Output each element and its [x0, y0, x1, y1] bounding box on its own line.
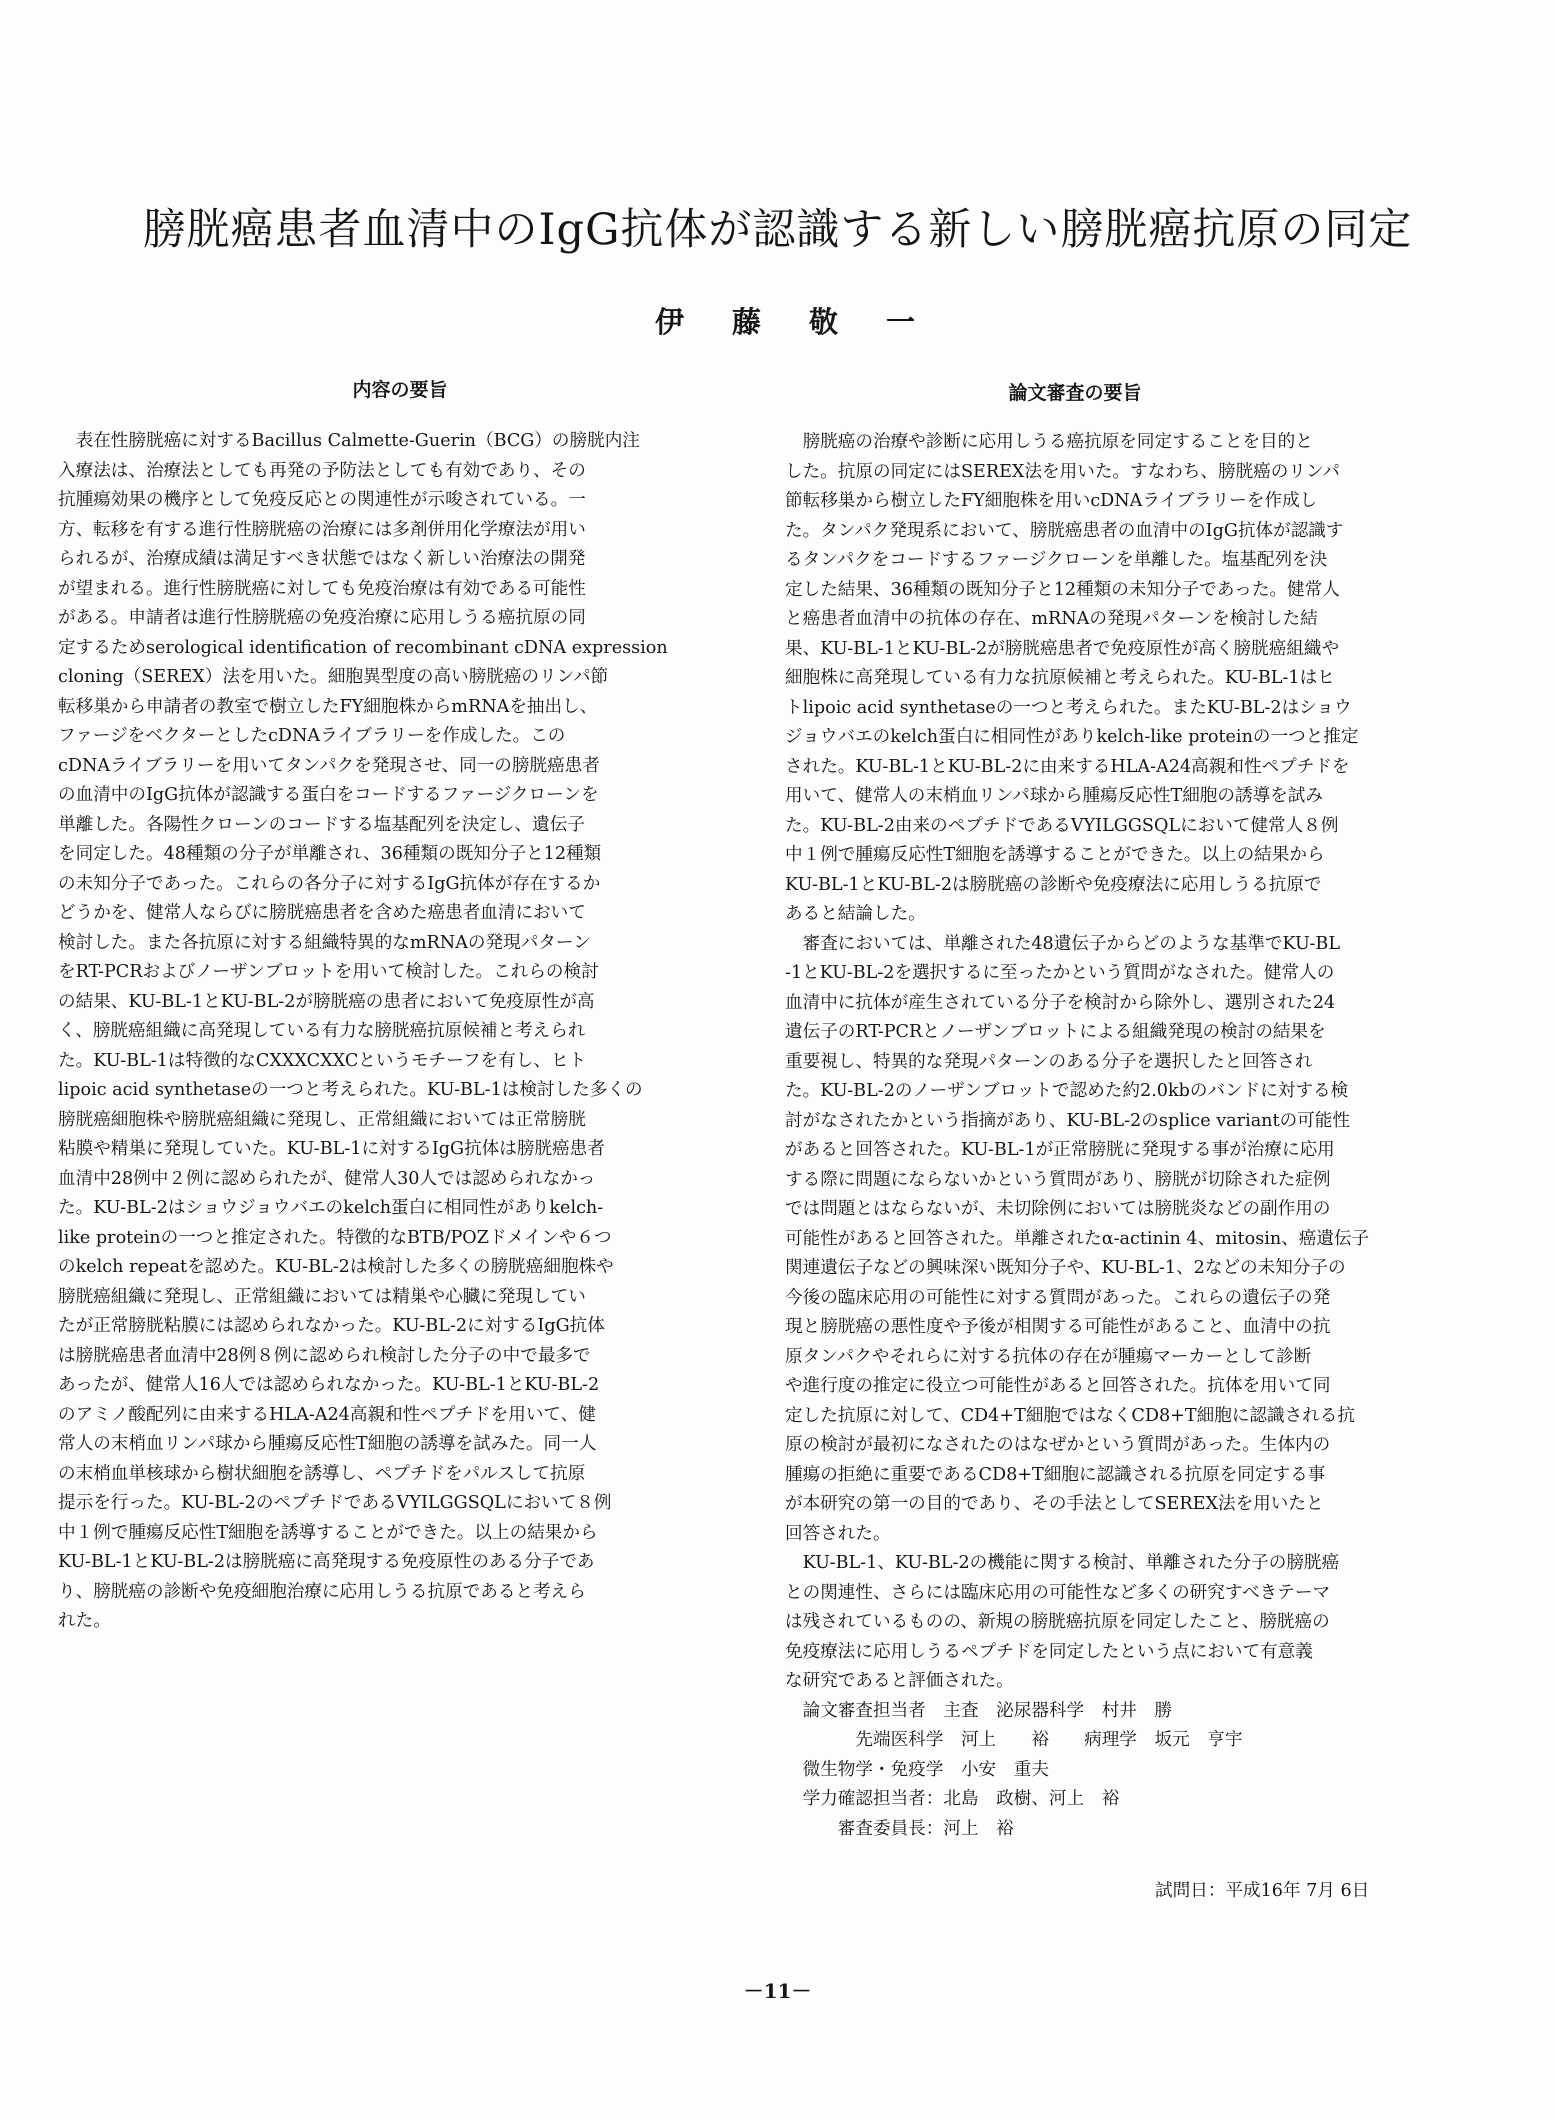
author-char: 藤: [731, 305, 761, 339]
text-line: 方、転移を有する進行性膀胱癌の治療には多剤併用化学療法が用い: [58, 519, 586, 540]
text-line: 先端医科学 河上 裕 病理学 坂元 亨宇: [785, 1730, 1243, 1750]
text-line: は残されているものの、新規の膀胱癌抗原を同定したこと、膀胱癌の: [785, 1612, 1330, 1632]
text-line: 用いて、健常人の末梢血リンパ球から腫瘍反応性T細胞の誘導を試み: [785, 786, 1323, 806]
text-line: トlipoic acid synthetaseの一つと考えられた。またKU-BL-2はショウ: [785, 697, 1352, 718]
text-line: 回答された。: [785, 1523, 891, 1544]
text-line: 血清中に抗体が産生されている分子を検討から除外し、選別された24: [785, 992, 1336, 1013]
text-line: like proteinの一つと推定された。特徴的なBTB/POZドメインや６つ: [58, 1227, 612, 1248]
text-line: た。タンパク発現系において、膀胱癌患者の血清中のIgG抗体が認識す: [785, 520, 1344, 541]
text-line: 審査委員長：河上 裕: [785, 1818, 1014, 1839]
text-line: 膀胱癌の治療や診断に応用しうる癌抗原を同定することを目的と: [785, 432, 1313, 452]
text-line: 微生物学・免疫学 小安 重夫: [785, 1759, 1049, 1780]
text-line: 現と膀胱癌の悪性度や予後が相関する可能性があること、血清中の抗: [785, 1317, 1331, 1337]
text-line: るタンパクをコードするファージクローンを単離した。塩基配列を決: [785, 550, 1328, 570]
exam-date: 試問日：平成16年 7月 6日: [1155, 1881, 1370, 1901]
text-line: 転移巣から申請者の教室で樹立したFY細胞株からmRNAを抽出し、: [58, 696, 598, 717]
page-number: －11－: [743, 1979, 812, 2003]
text-line: あると結論した。: [785, 904, 926, 924]
text-line: を同定した。48種類の分子が単離され、36種類の既知分子と12種類: [58, 844, 602, 864]
text-line: たが正常膀胱粘膜には認められなかった。KU-BL-2に対するIgG抗体: [58, 1316, 605, 1336]
text-line: 定した結果、36種類の既知分子と12種類の未知分子であった。健常人: [785, 579, 1340, 600]
text-line: 原の検討が最初になされたのはなぜかという質問があった。生体内の: [785, 1435, 1331, 1455]
text-line: れた。: [58, 1611, 111, 1631]
paper-title: 膀胱癌患者血清中のIgG抗体が認識する新しい膀胱癌抗原の同定: [142, 205, 1413, 255]
summary-column: [58, 427, 668, 1637]
text-line: された。KU-BL-1とKU-BL-2に由来するHLA-A24高親和性ペプチドを: [785, 756, 1350, 777]
text-line: 可能性があると回答された。単離されたα-actinin 4、mitosin、癌遺伝子: [785, 1228, 1370, 1249]
text-line: ジョウバエのkelch蛋白に相同性がありkelch-like proteinの一つと推定: [785, 727, 1359, 747]
text-line: な研究であると評価された。: [785, 1671, 1014, 1691]
text-line: 定した抗原に対して、CD4+T細胞ではなくCD8+T細胞に認識される抗: [785, 1405, 1355, 1426]
text-line: 免疫療法に応用しうるペプチドを同定したという点において有意義: [785, 1641, 1313, 1662]
text-line: のアミノ酸配列に由来するHLA-A24高親和性ペプチドを用いて、健: [58, 1404, 596, 1425]
text-line: 重要視し、特異的な発現パターンのある分子を選択したと回答され: [785, 1051, 1313, 1072]
text-line: 表在性膀胱癌に対するBacillus Calmette-Guerin（BCG）の膀胱内注: [58, 431, 640, 451]
text-line: 単離した。各陽性クローンのコードする塩基配列を決定し、遺伝子: [58, 814, 585, 835]
text-line: た。KU-BL-2のノーザンブロットで認めた約2.0kbのバンドに対する検: [785, 1081, 1349, 1101]
text-line: があると回答された。KU-BL-1が正常膀胱に発現する事が治療に応用: [785, 1140, 1335, 1160]
text-line: 今後の臨床応用の可能性に対する質問があった。これらの遺伝子の発: [785, 1287, 1331, 1308]
text-line: 検討した。また各抗原に対する組織特異的なmRNAの発現パターン: [58, 932, 591, 953]
author-name: [655, 302, 915, 342]
text-line: が望まれる。進行性膀胱癌に対しても免疫治療は有効である可能性: [58, 578, 586, 599]
text-line: した。抗原の同定にはSEREX法を用いた。すなわち、膀胱癌のリンパ: [785, 461, 1340, 482]
text-line: 常人の末梢血リンパ球から腫瘍反応性T細胞の誘導を試みた。同一人: [58, 1434, 597, 1454]
text-line: cloning（SEREX）法を用いた。細胞異型度の高い膀胱癌のリンパ節: [58, 667, 609, 687]
text-line: どうかを、健常人ならびに膀胱癌患者を含めた癌患者血清において: [58, 903, 586, 923]
text-line: や進行度の推定に役立つ可能性があると回答された。抗体を用いて同: [785, 1376, 1331, 1396]
text-line: をRT-PCRおよびノーザンブロットを用いて検討した。これらの検討: [58, 962, 599, 982]
text-line: 腫瘍の拒絶に重要であるCD8+T細胞に認識される抗原を同定する事: [785, 1464, 1326, 1485]
text-line: のkelch repeatを認めた。KU-BL-2は検討した多くの膀胱癌細胞株や: [58, 1257, 614, 1277]
text-line: の血清中のIgG抗体が認識する蛋白をコードするファージクローンを: [58, 785, 599, 805]
text-line: がある。申請者は進行性膀胱癌の免疫治療に応用しうる癌抗原の同: [58, 608, 586, 628]
review-heading: 論文審査の要旨: [1008, 382, 1142, 404]
text-line: lipoic acid synthetaseの一つと考えられた。KU-BL-1は検討した多くの: [58, 1080, 643, 1100]
text-line: 膀胱癌組織に発現し、正常組織においては精巣や心臓に発現してい: [58, 1286, 586, 1307]
text-line: 学力確認担当者：北島 政樹、河上 裕: [785, 1789, 1120, 1809]
text-line: ファージをベクターとしたcDNAライブラリーを作成した。この: [58, 726, 566, 746]
author-char: 敬: [808, 305, 838, 339]
text-line: あったが、健常人16人では認められなかった。KU-BL-1とKU-BL-2: [58, 1375, 600, 1395]
text-line: KU-BL-1とKU-BL-2は膀胱癌の診断や免疫療法に応用しうる抗原で: [785, 874, 1322, 895]
text-line: 原タンパクやそれらに対する抗体の存在が腫瘍マーカーとして診断: [785, 1346, 1312, 1367]
text-line: 中１例で腫瘍反応性T細胞を誘導することができた。以上の結果から: [785, 845, 1325, 865]
text-line: の末梢血単核球から樹状細胞を誘導し、ペプチドをパルスして抗原: [58, 1463, 586, 1484]
text-line: の結果、KU-BL-1とKU-BL-2が膀胱癌の患者において免疫原性が高: [58, 991, 595, 1012]
text-line: り、膀胱癌の診断や免疫細胞治療に応用しうる抗原であると考えら: [58, 1581, 586, 1602]
text-line: 入療法は、治療法としても再発の予防法としても有効であり、その: [58, 460, 586, 481]
text-line: 遺伝子のRT-PCRとノーザンブロットによる組織発現の検討の結果を: [785, 1022, 1326, 1042]
text-line: 節転移巣から樹立したFY細胞株を用いcDNAライブラリーを作成し: [785, 491, 1318, 511]
author-char: 一: [885, 305, 915, 339]
text-line: 定するためserological identification of recombinant cDNA expression: [58, 637, 668, 658]
text-line: 血清中28例中２例に認められたが、健常人30人では認められなかっ: [58, 1168, 596, 1189]
text-line: られるが、治療成績は満足すべき状態ではなく新しい治療法の開発: [58, 549, 586, 569]
text-line: 細胞株に高発現している有力な抗原候補と考えられた。KU-BL-1はヒ: [785, 668, 1335, 688]
text-line: 討がなされたかという指摘があり、KU-BL-2のsplice variantの可能性: [785, 1110, 1350, 1131]
text-line: 果、KU-BL-1とKU-BL-2が膀胱癌患者で免疫原性が高く膀胱癌組織や: [785, 638, 1340, 659]
text-line: 膀胱癌細胞株や膀胱癌組織に発現し、正常組織においては正常膀胱: [58, 1109, 586, 1130]
text-line: -1とKU-BL-2を選択するに至ったかという質問がなされた。健常人の: [785, 963, 1335, 983]
text-line: の未知分子であった。これらの各分子に対するIgG抗体が存在するか: [58, 873, 601, 894]
text-line: 関連遺伝子などの興味深い既知分子や、KU-BL-1、2などの未知分子の: [785, 1258, 1346, 1278]
text-line: との関連性、さらには臨床応用の可能性など多くの研究すべきテーマ: [785, 1582, 1331, 1603]
text-line: く、膀胱癌組織に高発現している有力な膀胱癌抗原候補と考えられ: [58, 1021, 586, 1041]
text-line: は膀胱癌患者血清中28例８例に認められ検討した分子の中で最多で: [58, 1345, 591, 1366]
text-line: 提示を行った。KU-BL-2のペプチドであるVYILGGSQLにおいて８例: [58, 1493, 612, 1513]
text-line: が本研究の第一の目的であり、その手法としてSEREX法を用いたと: [785, 1494, 1324, 1514]
text-line: た。KU-BL-2由来のペプチドであるVYILGGSQLにおいて健常人８例: [785, 815, 1339, 836]
text-line: 中１例で腫瘍反応性T細胞を誘導することができた。以上の結果から: [58, 1522, 598, 1543]
text-line: KU-BL-1、KU-BL-2の機能に関する検討、単離された分子の膀胱癌: [785, 1553, 1340, 1573]
author-char: 伊: [655, 305, 685, 339]
text-line: 論文審査担当者 主査 泌尿器科学 村井 勝: [785, 1700, 1173, 1721]
summary-heading: 内容の要旨: [352, 379, 448, 401]
text-line: 審査においては、単離された48遺伝子からどのような基準でKU-BL: [785, 933, 1341, 954]
review-column: [785, 428, 1369, 1844]
text-line: 粘膜や精巣に発現していた。KU-BL-1に対するIgG抗体は膀胱癌患者: [58, 1139, 605, 1159]
text-line: 抗腫瘍効果の機序として免疫反応との関連性が示唆されている。一: [58, 490, 586, 510]
text-line: た。KU-BL-1は特徴的なCXXXCXXCというモチーフを有し、ヒト: [58, 1050, 587, 1071]
text-line: KU-BL-1とKU-BL-2は膀胱癌に高発現する免疫原性のある分子であ: [58, 1552, 595, 1572]
text-line: cDNAライブラリーを用いてタンパクを発現させ、同一の膀胱癌患者: [58, 755, 600, 776]
text-line: では問題とはならないが、未切除例においては膀胱炎などの副作用の: [785, 1199, 1331, 1219]
text-line: する際に問題にならないかという質問があり、膀胱が切除された症例: [785, 1169, 1331, 1190]
text-line: た。KU-BL-2はショウジョウバエのkelch蛋白に相同性がありkelch-: [58, 1198, 604, 1218]
text-line: と癌患者血清中の抗体の存在、mRNAの発現パターンを検討した結: [785, 609, 1318, 629]
